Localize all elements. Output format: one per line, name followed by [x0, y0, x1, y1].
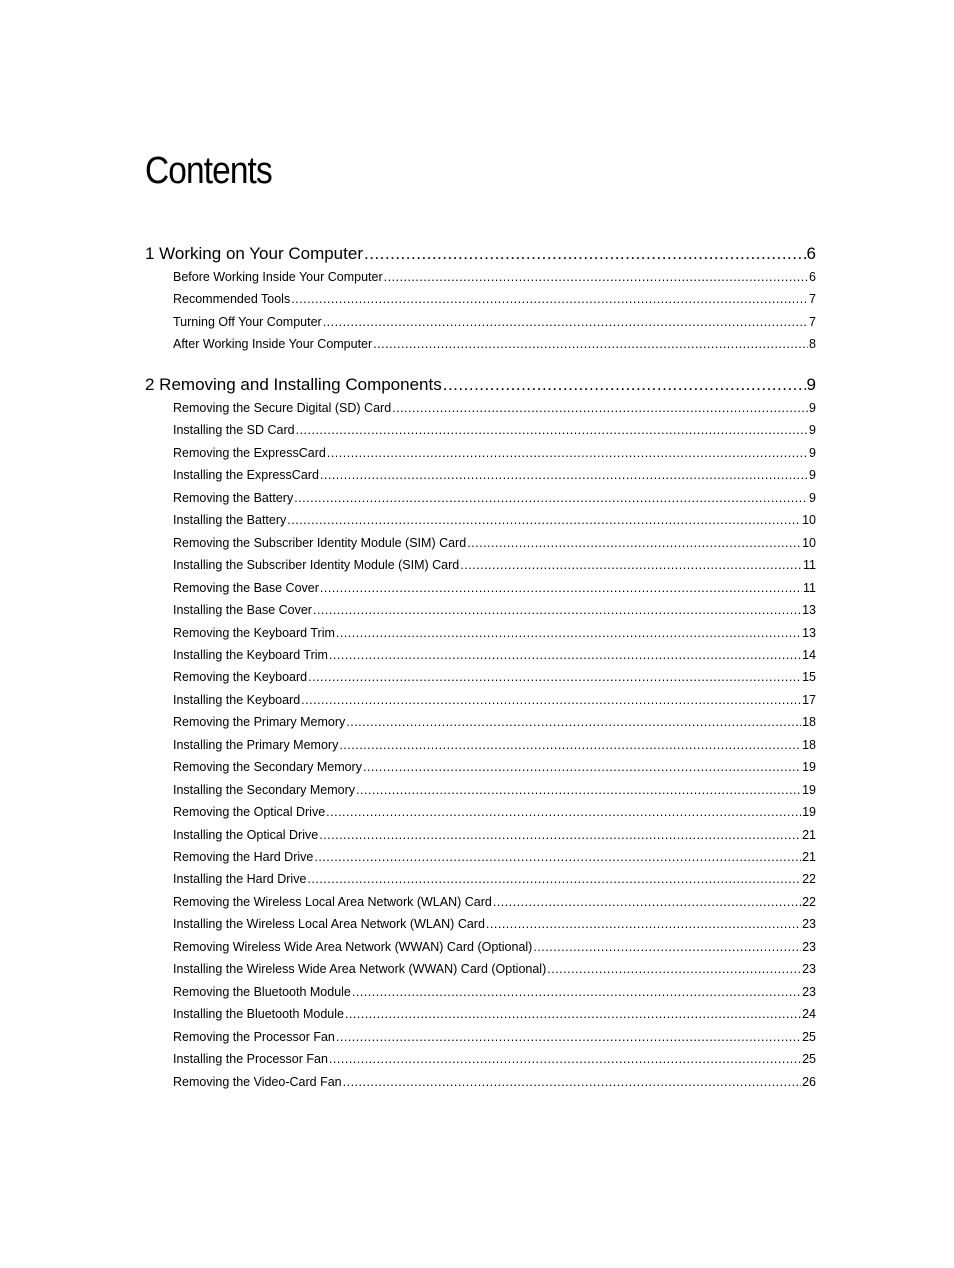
- toc-chapter-link[interactable]: [145, 375, 816, 395]
- toc-entry-page: 22: [802, 872, 816, 887]
- toc-leader-dots: [323, 315, 808, 329]
- toc-entry-link[interactable]: [173, 337, 816, 351]
- toc-leader-dots: [329, 648, 801, 662]
- toc-entry-label: Installing the Keyboard Trim: [173, 647, 328, 662]
- toc-entry-link[interactable]: [173, 895, 816, 909]
- toc-leader-dots: [287, 513, 801, 527]
- toc-leader-dots: [291, 292, 808, 306]
- toc-entry-link[interactable]: [173, 423, 816, 437]
- toc-entry-page: 21: [802, 850, 816, 864]
- toc-leader-dots: [294, 491, 808, 505]
- toc-entry-label: Removing the Video-Card Fan: [173, 1074, 342, 1089]
- toc-entry-link[interactable]: [173, 648, 816, 662]
- toc-entry-page: 13: [802, 603, 816, 618]
- toc-entry-page: 19: [802, 760, 816, 775]
- toc-entry-link[interactable]: [173, 468, 816, 482]
- toc-entry-link[interactable]: [173, 1052, 816, 1066]
- toc-entry-label: Recommended Tools: [173, 292, 291, 307]
- toc-entry-label: Installing the Wireless Wide Area Network (WWAN) Card (Optional): [173, 962, 547, 977]
- toc-entry-page: 21: [802, 827, 816, 842]
- toc-entry-label: Removing the Secure Digital (SD) Card: [173, 401, 392, 415]
- page-title: Contents: [145, 150, 272, 192]
- toc-leader-dots: [346, 715, 801, 729]
- toc-entry-label: Removing the Base Cover: [173, 580, 319, 595]
- toc-chapter-page: 9: [806, 375, 816, 394]
- toc-entry-page: 19: [802, 782, 816, 797]
- toc-chapter-label: 2 Removing and Installing Components: [145, 375, 442, 394]
- toc-leader-dots: [443, 375, 806, 395]
- toc-entry-label: Removing the Subscriber Identity Module (SIM) Card: [173, 535, 467, 550]
- toc-entry-label: Removing Wireless Wide Area Network (WWAN) Card (Optional): [173, 939, 533, 954]
- toc-entry-page: 23: [802, 939, 816, 954]
- toc-entry-link[interactable]: [173, 446, 816, 460]
- toc-chapter-link[interactable]: [145, 244, 816, 264]
- toc-leader-dots: [301, 693, 801, 707]
- toc-entry-page: 11: [803, 580, 816, 595]
- toc-entry-label: Removing the Keyboard: [173, 670, 308, 685]
- toc-leader-dots: [320, 581, 802, 595]
- toc-entry-label: Removing the Secondary Memory: [173, 760, 362, 775]
- toc-entry-link[interactable]: [173, 962, 816, 976]
- toc-chapter-page: 6: [806, 244, 816, 263]
- toc-entry-link[interactable]: [173, 581, 816, 595]
- toc-entry-label: Turning Off Your Computer: [173, 314, 322, 329]
- toc-entry-label: Before Working Inside Your Computer: [173, 270, 383, 284]
- toc-entry-page: 7: [809, 314, 816, 329]
- toc-entry-link[interactable]: [173, 783, 816, 797]
- toc-entry-link[interactable]: [173, 626, 816, 640]
- toc-entry-page: 9: [809, 468, 816, 483]
- toc-entry-page: 6: [809, 270, 816, 284]
- toc-entry-link[interactable]: [173, 315, 816, 329]
- toc-entry-link[interactable]: [173, 670, 816, 684]
- toc-entry-label: Installing the Hard Drive: [173, 872, 307, 887]
- toc-leader-dots: [314, 850, 801, 864]
- toc-entry-label: Installing the Base Cover: [173, 603, 312, 618]
- toc-entry-link[interactable]: [173, 738, 816, 752]
- toc-entry-label: Installing the Subscriber Identity Module (SIM) Card: [173, 558, 460, 573]
- toc-entry-page: 18: [802, 737, 816, 752]
- toc-leader-dots: [493, 895, 801, 909]
- toc-leader-dots: [384, 270, 808, 284]
- toc-entry-link[interactable]: [173, 270, 816, 284]
- toc-leader-dots: [345, 1007, 801, 1021]
- toc-leader-dots: [364, 244, 806, 264]
- toc-entry-link[interactable]: [173, 558, 816, 572]
- toc-entry-link[interactable]: [173, 1030, 816, 1044]
- toc-leader-dots: [356, 783, 801, 797]
- toc-entry-page: 23: [802, 917, 816, 932]
- toc-entry-label: Removing the Wireless Local Area Network (WLAN) Card: [173, 894, 492, 909]
- toc-entry-label: Removing the Processor Fan: [173, 1029, 335, 1044]
- toc-leader-dots: [326, 805, 801, 819]
- toc-entry-page: 18: [802, 715, 816, 730]
- toc-entry-page: 9: [809, 445, 816, 460]
- toc-entry-page: 24: [802, 1007, 816, 1022]
- toc-leader-dots: [352, 985, 801, 999]
- toc-leader-dots: [329, 1052, 801, 1066]
- toc-entry-page: 22: [802, 894, 816, 909]
- toc-entry-label: Removing the Hard Drive: [173, 850, 314, 864]
- toc-entry-link[interactable]: [173, 1075, 816, 1089]
- toc-entry-link[interactable]: [173, 850, 816, 864]
- toc-entry-link[interactable]: [173, 940, 816, 954]
- toc-leader-dots: [392, 401, 808, 415]
- toc-entry-page: 7: [809, 292, 816, 307]
- toc-entry-label: Installing the Wireless Local Area Network (WLAN) Card: [173, 917, 485, 932]
- toc-leader-dots: [320, 468, 808, 482]
- toc-entry-link[interactable]: [173, 292, 816, 306]
- toc-entry-label: Installing the Battery: [173, 513, 287, 528]
- toc-leader-dots: [307, 872, 801, 886]
- toc-leader-dots: [339, 738, 801, 752]
- toc-entry-link[interactable]: [173, 872, 816, 886]
- toc-entry-link[interactable]: [173, 513, 816, 527]
- toc-entry-link[interactable]: [173, 1007, 816, 1021]
- toc-entry-link[interactable]: [173, 536, 816, 550]
- toc-entry-page: 26: [802, 1074, 816, 1089]
- toc-entry-page: 25: [802, 1029, 816, 1044]
- toc-entry-link[interactable]: [173, 985, 816, 999]
- toc-entry-label: Installing the Processor Fan: [173, 1052, 328, 1067]
- toc-entry-link[interactable]: [173, 805, 816, 819]
- toc-leader-dots: [296, 423, 808, 437]
- toc-leader-dots: [313, 603, 801, 617]
- toc-leader-dots: [547, 962, 801, 976]
- toc-leader-dots: [327, 446, 808, 460]
- toc-leader-dots: [336, 626, 801, 640]
- toc-entry-link[interactable]: [173, 917, 816, 931]
- toc-leader-dots: [460, 558, 802, 572]
- toc-entry-link[interactable]: [173, 760, 816, 774]
- toc-entry-page: 8: [809, 337, 816, 352]
- toc-entry-page: 14: [802, 647, 816, 662]
- toc-entry-page: 25: [802, 1052, 816, 1067]
- toc-entry-page: 17: [802, 692, 816, 707]
- toc-entry-page: 23: [802, 984, 816, 999]
- toc-entry-page: 23: [802, 962, 816, 977]
- toc-entry-label: After Working Inside Your Computer: [173, 337, 373, 352]
- toc-leader-dots: [486, 917, 801, 931]
- toc-leader-dots: [336, 1030, 801, 1044]
- toc-entry-label: Removing the Primary Memory: [173, 715, 346, 730]
- toc-entry-page: 10: [802, 535, 816, 550]
- toc-entry-label: Removing the Bluetooth Module: [173, 984, 351, 999]
- toc-leader-dots: [308, 670, 801, 684]
- toc-entry-page: 9: [809, 490, 816, 505]
- toc-leader-dots: [373, 337, 808, 351]
- toc-entry-page: 15: [802, 670, 816, 685]
- toc-leader-dots: [343, 1075, 801, 1089]
- toc-entry-page: 11: [803, 558, 816, 573]
- toc-entry-label: Removing the ExpressCard: [173, 445, 326, 460]
- toc-entry-label: Installing the Optical Drive: [173, 827, 319, 842]
- toc-entry-page: 19: [802, 805, 816, 820]
- toc-entry-link[interactable]: [173, 828, 816, 842]
- toc-entry-label: Installing the Secondary Memory: [173, 782, 356, 797]
- toc-chapter-label: 1 Working on Your Computer: [145, 244, 363, 263]
- toc-leader-dots: [363, 760, 801, 774]
- toc-entry-link[interactable]: [173, 603, 816, 617]
- toc-entry-label: Installing the SD Card: [173, 423, 295, 438]
- toc-entry-link[interactable]: [173, 401, 816, 415]
- toc-entry-page: 10: [802, 513, 816, 528]
- toc-entry-link[interactable]: [173, 715, 816, 729]
- toc-entry-link[interactable]: [173, 491, 816, 505]
- toc-leader-dots: [319, 828, 801, 842]
- toc-entry-label: Installing the Primary Memory: [173, 737, 339, 752]
- toc-entry-page: 9: [809, 423, 816, 438]
- toc-entry-label: Installing the Bluetooth Module: [173, 1007, 344, 1022]
- toc-entry-label: Installing the ExpressCard: [173, 468, 319, 483]
- toc-entry-label: Removing the Battery: [173, 490, 294, 505]
- toc-leader-dots: [467, 536, 801, 550]
- toc-entry-label: Installing the Keyboard: [173, 692, 301, 707]
- toc-entry-label: Removing the Optical Drive: [173, 805, 326, 820]
- toc-entry-label: Removing the Keyboard Trim: [173, 625, 335, 640]
- toc-leader-dots: [533, 940, 801, 954]
- toc-entry-link[interactable]: [173, 693, 816, 707]
- toc-entry-page: 13: [802, 625, 816, 640]
- toc-entry-page: 9: [809, 401, 816, 415]
